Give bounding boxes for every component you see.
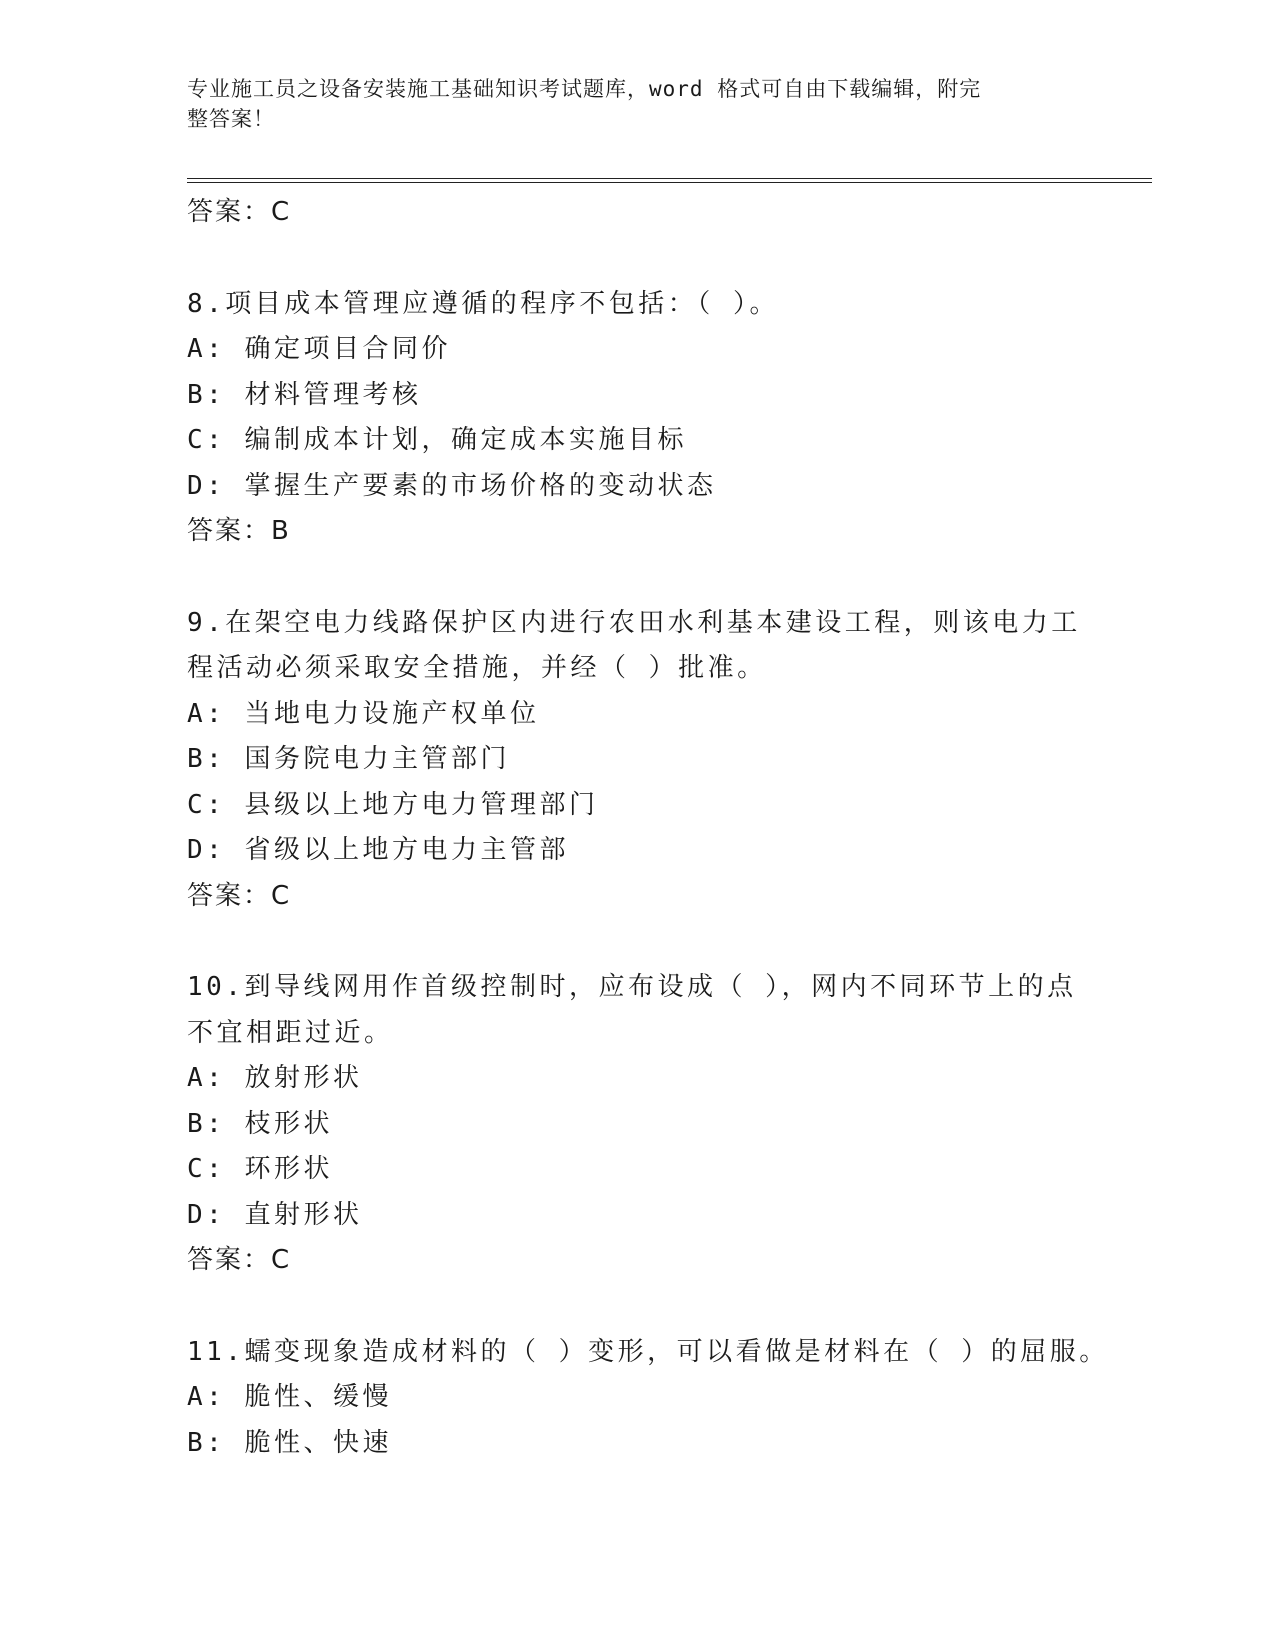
header-line-1: 专业施工员之设备安装施工基础知识考试题库，word 格式可自由下载编辑，附完 <box>187 77 982 101</box>
option-a: A: 确定项目合同价 <box>187 334 451 364</box>
option-d: D: 直射形状 <box>187 1199 363 1230</box>
option-a: A: 当地电力设施产权单位 <box>187 698 540 729</box>
option-d: D: 掌握生产要素的市场价格的变动状态 <box>187 470 717 501</box>
question-list <box>187 190 1109 1466</box>
option-a: A: 脆性、缓慢 <box>187 1382 392 1412</box>
question-stem: 9.在架空电力线路保护区内进行农田水利基本建设工程，则该电力工 <box>187 607 1081 638</box>
answer-line: 答案：C <box>187 1245 292 1275</box>
question-stem: 8.项目成本管理应遵循的程序不包括：（ ）。 <box>187 288 779 319</box>
question-block <box>187 601 1087 920</box>
option-d: D: 省级以上地方电力主管部 <box>187 835 569 865</box>
header-divider-top <box>187 178 1152 179</box>
question-stem-continued: 不宜相距过近。 <box>187 1017 394 1048</box>
question-block <box>187 282 1087 555</box>
option-c: C: 县级以上地方电力管理部门 <box>187 789 599 820</box>
question-stem-continued: 程活动必须采取安全措施，并经（ ）批准。 <box>187 653 767 683</box>
option-a: A: 放射形状 <box>187 1063 363 1093</box>
option-c: C: 环形状 <box>187 1154 333 1184</box>
option-b: B: 枝形状 <box>187 1108 333 1139</box>
option-b: B: 脆性、快速 <box>187 1427 392 1458</box>
option-c: C: 编制成本计划，确定成本实施目标 <box>187 425 687 455</box>
header-line-2: 整答案！ <box>187 107 275 131</box>
document-header <box>187 74 1067 134</box>
answer-line: 答案：C <box>187 880 292 911</box>
question-block <box>187 1330 1109 1467</box>
question-stem: 10.到导线网用作首级控制时，应布设成（ ），网内不同环节上的点 <box>187 972 1077 1002</box>
answer-line: 答案：B <box>187 516 291 546</box>
answer-line: 答案：C <box>187 197 292 227</box>
option-b: B: 材料管理考核 <box>187 379 422 410</box>
header-divider-bottom <box>187 182 1152 183</box>
question-stem: 11.蠕变现象造成材料的（ ）变形，可以看做是材料在（ ）的屈服。 <box>187 1336 1109 1367</box>
option-b: B: 国务院电力主管部门 <box>187 744 510 774</box>
question-block <box>187 965 1087 1284</box>
